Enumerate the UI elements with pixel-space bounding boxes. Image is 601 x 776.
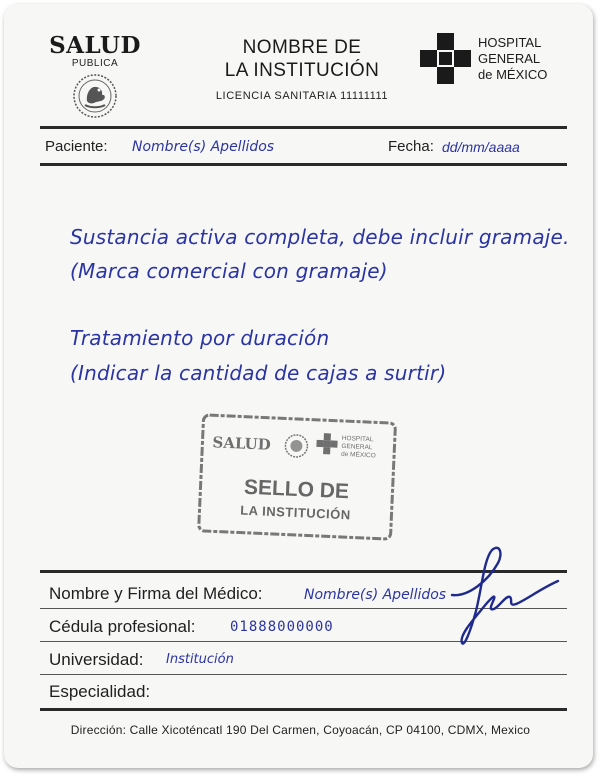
address-footer: Dirección: Calle Xicoténcatl 190 Del Carmen, Coyoacán, CP 04100, CDMX, Mexico: [70, 723, 531, 737]
date-label: Fecha:: [388, 138, 434, 155]
institution-name-line1: NOMBRE DE: [242, 37, 362, 58]
universidad-label: Universidad:: [49, 650, 144, 669]
especialidad-label: Especialidad:: [49, 682, 151, 701]
doctor-name-label: Nombre y Firma del Médico:: [49, 584, 263, 603]
rx-treatment-line: Tratamiento por duración: [70, 326, 330, 350]
hospital-name: [478, 35, 547, 83]
cedula-label: Cédula profesional:: [49, 617, 196, 636]
hospital-name-line1: HOSPITAL: [478, 35, 542, 50]
stamp-cross-icon: [316, 433, 338, 455]
doctor-name-field[interactable]: Nombre(s) Apellidos: [304, 587, 447, 603]
salud-logo-title: SALUD: [49, 32, 141, 59]
rx-brand-line: (Marca comercial con gramaje): [70, 259, 388, 283]
patient-label: Paciente:: [45, 138, 108, 155]
stamp-sello-line1: SELLO DE: [243, 475, 350, 504]
stamp-hospital-line3: de MÉXICO: [340, 450, 376, 460]
cedula-field[interactable]: 01888000000: [230, 619, 334, 635]
stamp-hospital-line2: GENERAL: [341, 442, 373, 452]
salud-logo-subtitle: PUBLICA: [71, 58, 119, 69]
stamp-hospital-line1: HOSPITAL: [341, 434, 374, 444]
especialidad-divider: [40, 708, 567, 711]
hospital-logo: [420, 33, 570, 89]
stamp-salud: SALUD: [212, 433, 272, 454]
date-field[interactable]: dd/mm/aaaa: [442, 139, 520, 155]
institution-block: [192, 36, 412, 102]
hospital-name-line2: GENERAL: [478, 51, 541, 66]
institution-stamp: [195, 413, 400, 543]
salud-logo: [40, 33, 150, 119]
universidad-divider: [40, 674, 567, 675]
patient-divider: [40, 163, 567, 166]
header-divider: [40, 126, 567, 129]
sanitary-license: LICENCIA SANITARIA 11111111: [215, 90, 389, 102]
stamp-seal-icon: [285, 434, 308, 457]
hospital-name-line3: de MÉXICO: [478, 67, 548, 82]
rx-substance-line: Sustancia activa completa, debe incluir gramaje.: [70, 225, 570, 249]
doctor-signature-icon: [440, 537, 570, 657]
universidad-field[interactable]: Institución: [166, 652, 234, 667]
national-seal-icon: [72, 73, 118, 119]
hospital-cross-icon: [420, 33, 472, 85]
institution-name-line2: LA INSTITUCIÓN: [224, 60, 380, 81]
rx-boxes-line: (Indicar la cantidad de cajas a surtir): [70, 361, 447, 385]
patient-name-field[interactable]: Nombre(s) Apellidos: [132, 139, 275, 155]
stamp-sello-line2: LA INSTITUCIÓN: [239, 502, 352, 523]
